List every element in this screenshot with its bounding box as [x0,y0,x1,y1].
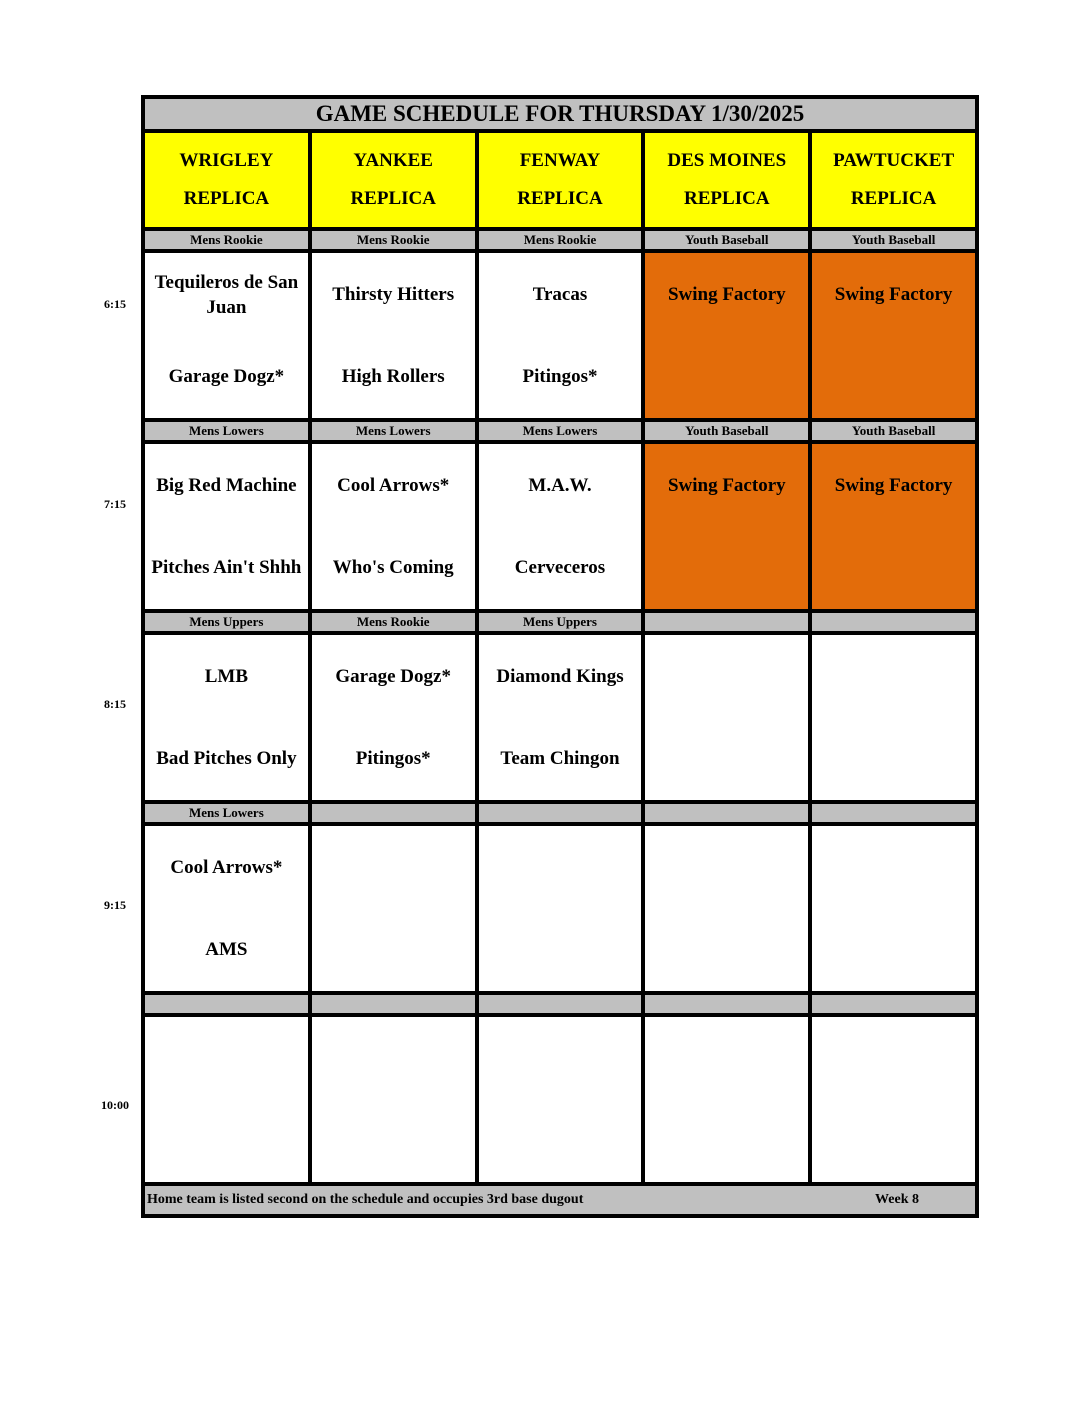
field-header [310,131,477,229]
away-team [645,827,808,909]
home-team: Who's Coming [332,557,454,578]
away-team: Swing Factory [834,475,953,496]
schedule-table [141,95,979,1218]
division-label: Mens Uppers [143,611,310,633]
away-team [479,1018,642,1100]
game-row [143,442,977,611]
away-team [812,1018,975,1100]
home-team: Pitingos* [355,748,431,769]
away-team: Tracas [532,284,588,305]
field-name: FENWAY [519,150,601,171]
game-cell-youth [643,251,810,420]
game-cell [477,1015,644,1184]
home-team [479,1100,642,1182]
field-header-row [143,131,977,229]
home-team [645,718,808,800]
game-cell [143,251,310,420]
game-row [143,633,977,802]
division-row [143,420,977,442]
home-team: Garage Dogz* [168,366,285,387]
home-team [645,1100,808,1182]
home-team: Cerveceros [514,557,606,578]
game-cell [143,824,310,993]
home-team [812,909,975,991]
field-header [810,131,977,229]
division-label [810,802,977,824]
field-subtitle: REPLICA [183,188,270,209]
division-row [143,229,977,251]
away-team: Thirsty Hitters [332,284,455,305]
game-cell [143,633,310,802]
division-label [310,802,477,824]
home-team [812,527,975,609]
time-label: 8:15 [104,697,126,711]
away-team: Big Red Machine [156,475,297,496]
time-label: 10:00 [101,1098,129,1112]
field-subtitle: REPLICA [684,188,770,209]
field-header [477,131,644,229]
away-team [312,827,475,909]
game-row [143,1015,977,1184]
home-team: Pitingos* [522,366,598,387]
game-cell [310,824,477,993]
away-team [645,1018,808,1100]
away-team: Swing Factory [834,284,953,305]
game-cell [477,251,644,420]
division-label: Mens Lowers [143,420,310,442]
footer-cell [143,1184,977,1216]
division-label: Youth Baseball [810,229,977,251]
division-label [477,993,644,1015]
game-cell-youth [643,442,810,611]
division-label: Mens Rookie [143,229,310,251]
division-label [643,611,810,633]
away-team [145,1018,308,1100]
game-cell [143,442,310,611]
field-name: PAWTUCKET [833,150,955,171]
away-team [479,827,642,909]
division-label: Youth Baseball [643,229,810,251]
game-cell [643,824,810,993]
footer-row [143,1184,977,1216]
field-subtitle: REPLICA [850,188,937,209]
division-label: Mens Lowers [143,802,310,824]
game-cell [810,824,977,993]
home-team: AMS [205,939,248,960]
home-team: High Rollers [341,366,445,387]
away-team: Garage Dogz* [335,666,451,687]
away-team [312,1018,475,1100]
home-team [645,336,808,418]
game-cell [310,633,477,802]
division-label: Youth Baseball [643,420,810,442]
away-team: LMB [204,666,249,687]
home-team [645,527,808,609]
away-team [812,827,975,909]
home-team [645,909,808,991]
game-cell [810,1015,977,1184]
home-team: Bad Pitches Only [156,748,297,769]
home-team [312,909,475,991]
field-name: WRIGLEY [179,150,274,171]
game-cell [310,251,477,420]
division-label [643,802,810,824]
game-cell [310,442,477,611]
game-cell [643,1015,810,1184]
away-team [645,636,808,718]
division-row [143,611,977,633]
division-label: Mens Rookie [310,229,477,251]
away-team: Diamond Kings [496,666,624,687]
division-label [810,611,977,633]
home-team: Team Chingon [500,748,620,769]
division-label [643,993,810,1015]
home-team [312,1100,475,1182]
field-header [143,131,310,229]
game-cell [643,633,810,802]
home-team [479,909,642,991]
game-cell-youth [810,442,977,611]
time-label: 6:15 [104,297,126,311]
field-name: YANKEE [353,150,433,171]
home-team [812,336,975,418]
division-row [143,993,977,1015]
away-team: Cool Arrows* [170,857,283,878]
field-subtitle: REPLICA [350,188,436,209]
away-team: Swing Factory [667,475,786,496]
home-team [812,718,975,800]
game-row [143,251,977,420]
time-label: 9:15 [104,898,126,912]
game-row [143,824,977,993]
field-header [643,131,810,229]
division-label: Mens Uppers [477,611,644,633]
game-cell-youth [810,251,977,420]
game-cell [477,824,644,993]
division-label: Mens Lowers [477,420,644,442]
game-cell [810,633,977,802]
away-team: Tequileros de San Juan [154,271,299,318]
game-cell [477,633,644,802]
week-label: Week 8 [875,1192,919,1207]
game-cell [143,1015,310,1184]
division-label: Mens Rookie [477,229,644,251]
game-cell [477,442,644,611]
game-cell [310,1015,477,1184]
time-label: 7:15 [104,497,126,511]
division-row [143,802,977,824]
division-label [143,993,310,1015]
field-subtitle: REPLICA [517,188,603,209]
home-team [145,1100,308,1182]
division-label: Mens Lowers [310,420,477,442]
away-team: M.A.W. [528,475,592,496]
field-name: DES MOINES [667,150,787,171]
division-label [810,993,977,1015]
home-team: Pitches Ain't Shhh [151,557,302,578]
division-label: Youth Baseball [810,420,977,442]
title-row [143,97,977,131]
division-label [310,993,477,1015]
schedule-title: GAME SCHEDULE FOR THURSDAY 1/30/2025 [143,97,977,131]
away-team [812,636,975,718]
away-team: Cool Arrows* [337,475,450,496]
home-team-note: Home team is listed second on the schedule and occupies 3rd base dugout [147,1192,584,1207]
away-team: Swing Factory [667,284,786,305]
home-team [812,1100,975,1182]
division-label: Mens Rookie [310,611,477,633]
division-label [477,802,644,824]
